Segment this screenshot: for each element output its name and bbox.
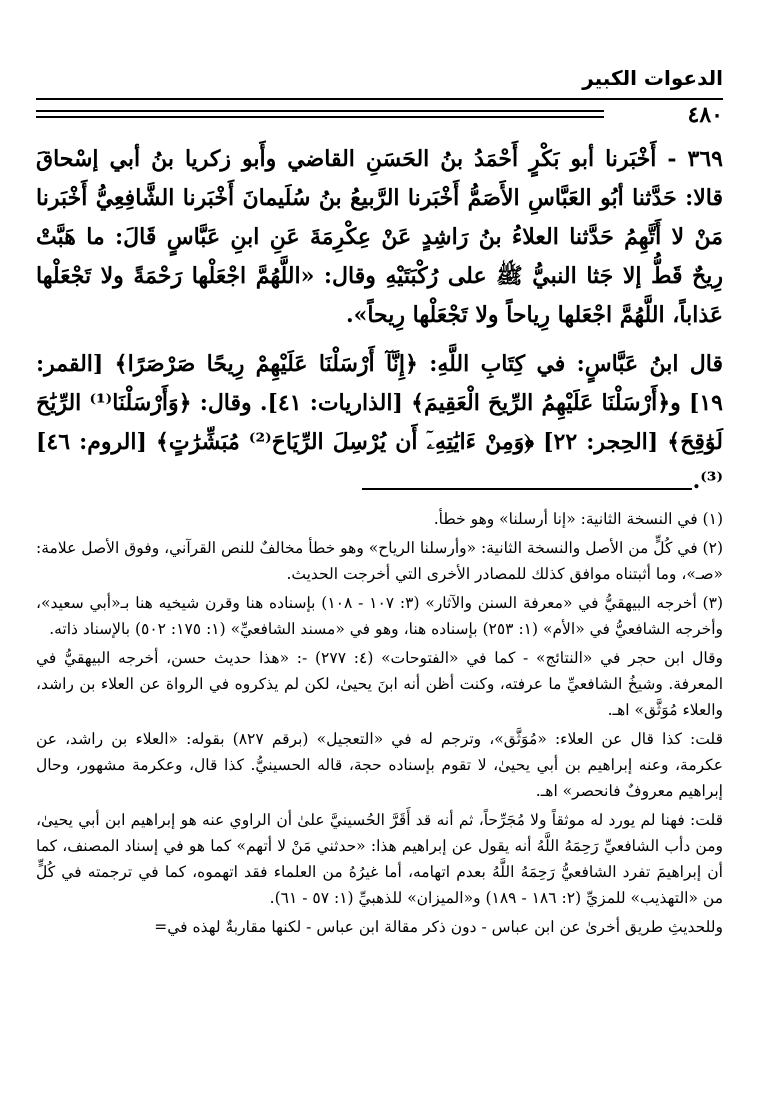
main-text (36, 140, 723, 501)
footnote-3-continuation: وللحديثِ طريق أخرىٰ عن ابن عباس - دون ذكر مقالة ابن عباس - لكنها مقاربةٌ لهذه في= (154, 918, 723, 936)
ibn-abbas-paragraph: قال ابنُ عَبَّاسٍ: في كِتَابِ اللَّهِ: ﴿إِنَّآ أَرْسَلْنَا عَلَيْهِمْ رِيحًا صَرْصَرًا﴾ [القمر: ١٩] و﴿أَرْسَلْنَا عَلَيْهِمُ الرِّيحَ الْعَقِيمَ﴾ [الذاريات: ٤١]. وقال: ﴿وَأَرْسَلْنَا⁽¹⁾ الرِّيَٰحَ لَوَٰقِحَ﴾ [الحِجر: ٢٢] ﴿وَمِنْ ءَايَٰتِهِۦٓ أَن يُرْسِلَ الرِّيَاحَ⁽²⁾ مُبَشِّرَٰتٍ﴾ [الروم: ٤٦]⁽³⁾. (36, 351, 723, 494)
footnote-3: (٣) أخرجه البيهقيُّ في «معرفة السنن والآثار» (٣: ١٠٧ - ١٠٨) بإسناده هنا وقرن شيخيه هنا بـ«أبي سعيد»، وأخرجه الشافعيُّ في «الأم» (١: ٢٥٣) بإسناده هنا، وهو في «مسند الشافعيِّ» (١: ١٧٥: ٥٠٢) بالإسناد ذاته. (36, 594, 723, 638)
header-rule (36, 98, 723, 100)
hadith-paragraph: ٣٦٩ - أَخْبَرنا أبو بَكْرٍ أَحْمَدُ بنُ الحَسَنِ القاضي وأَبو زكريا بنُ أبي إسْحاقَ قالا: حَدَّثنا أبُو العَبَّاسِ الأَصَمُّ أَخْبَرنا الرَّبيعُ بنُ سُلَيمانَ أَخْبَرنا الشَّافِعِيُّ أَخْبَرنا مَنْ لا أَتَّهِمُ حَدَّثنا العلاءُ بنُ رَاشِدٍ عَنْ عِكْرِمَةَ عَنِ ابنِ عَبَّاسٍ قَالَ: ما هَبَّتْ رِيحٌ قَطُّ إلا جَثا النبيُّ ﷺ على رُكْبَتَيْهِ وقال: «اللَّهُمَّ اجْعَلْها رَحْمَةً ولا تَجْعَلْها عَذاباً، اللَّهُمَّ اجْعَلها رِياحاً ولا تَجْعَلْها رِيحاً». (36, 146, 723, 328)
page-number-double-rule (36, 110, 604, 118)
running-title: الدعوات الكبير (582, 66, 723, 90)
footnotes (36, 506, 723, 943)
footnote-2: (٢) في كُلٍّ من الأصل والنسخة الثانية: «وأرسلنا الرياح» وهو خطأ مخالفٌ للنص القرآني، وفوق الأصل علامة: «صـ»، وما أثبتناه موافق كذلك للمصادر الأخرى التي أخرجت الحديث. (36, 539, 723, 583)
footnote-separator (362, 488, 692, 490)
footnote-3-ibn-hajar: وقال ابن حجر في «النتائج» - كما في «الفتوحات» (٤: ٢٧٧) -: «هذا حديث حسن، أخرجه البيهقيُّ في المعرفة. وشيخُ الشافعيِّ ما عرفته، وكنت أظن أنه ابنَ يحيىٰ، لكن لم يذكروه في الرواة عن العلاء بن راشد، والعلاء مُوَثَّق» اهـ. (36, 649, 724, 719)
footnote-3-comment-1: قلت: كذا قال عن العلاء: «مُوَثَّق»، وترجم له في «التعجيل» (برقم ٨٢٧) بقوله: «العلاء بن راشد، عن عكرمة، وعنه إبراهيم بن أبي يحيىٰ، لا تقوم بإسناده حجة، قاله الحسينيُّ. كذا قال، وعكرمة مشهور، وحال إبراهيم معروفٌ فانحصر» اهـ. (36, 730, 723, 800)
page-number: ٤٨٠ (687, 102, 723, 128)
footnote-3-comment-2: قلت: فهنا لم يورد له موثقاً ولا مُجَرِّحاً، ثم أنه قد أَقَرَّ الحُسينيَّ علىٰ أن الراوي عنه هو إبراهيم ابن أبي يحيىٰ، ومن دأب الشافعيِّ رَحِمَهُ اللَّهُ أنه يقول عن إبراهيم هذا: «حدثني مَنْ لا أتهم» كما هو في إسناد المصنف، كما أن إبراهيمَ تفرد الشافعيُّ رَحِمَهُ اللَّهُ بعدم اتهامه، أما غيرُهُ من العلماء فقد اتهموه، كما في ترجمته في كُلٍّ من «التهذيب» للمزيِّ (٢: ١٨٦ - ١٨٩) و«الميزان» للذهبيِّ (١: ٥٧ - ٦١). (36, 811, 723, 907)
footnote-1: (١) في النسخة الثانية: «إنا أرسلنا» وهو خطأ. (433, 510, 723, 528)
